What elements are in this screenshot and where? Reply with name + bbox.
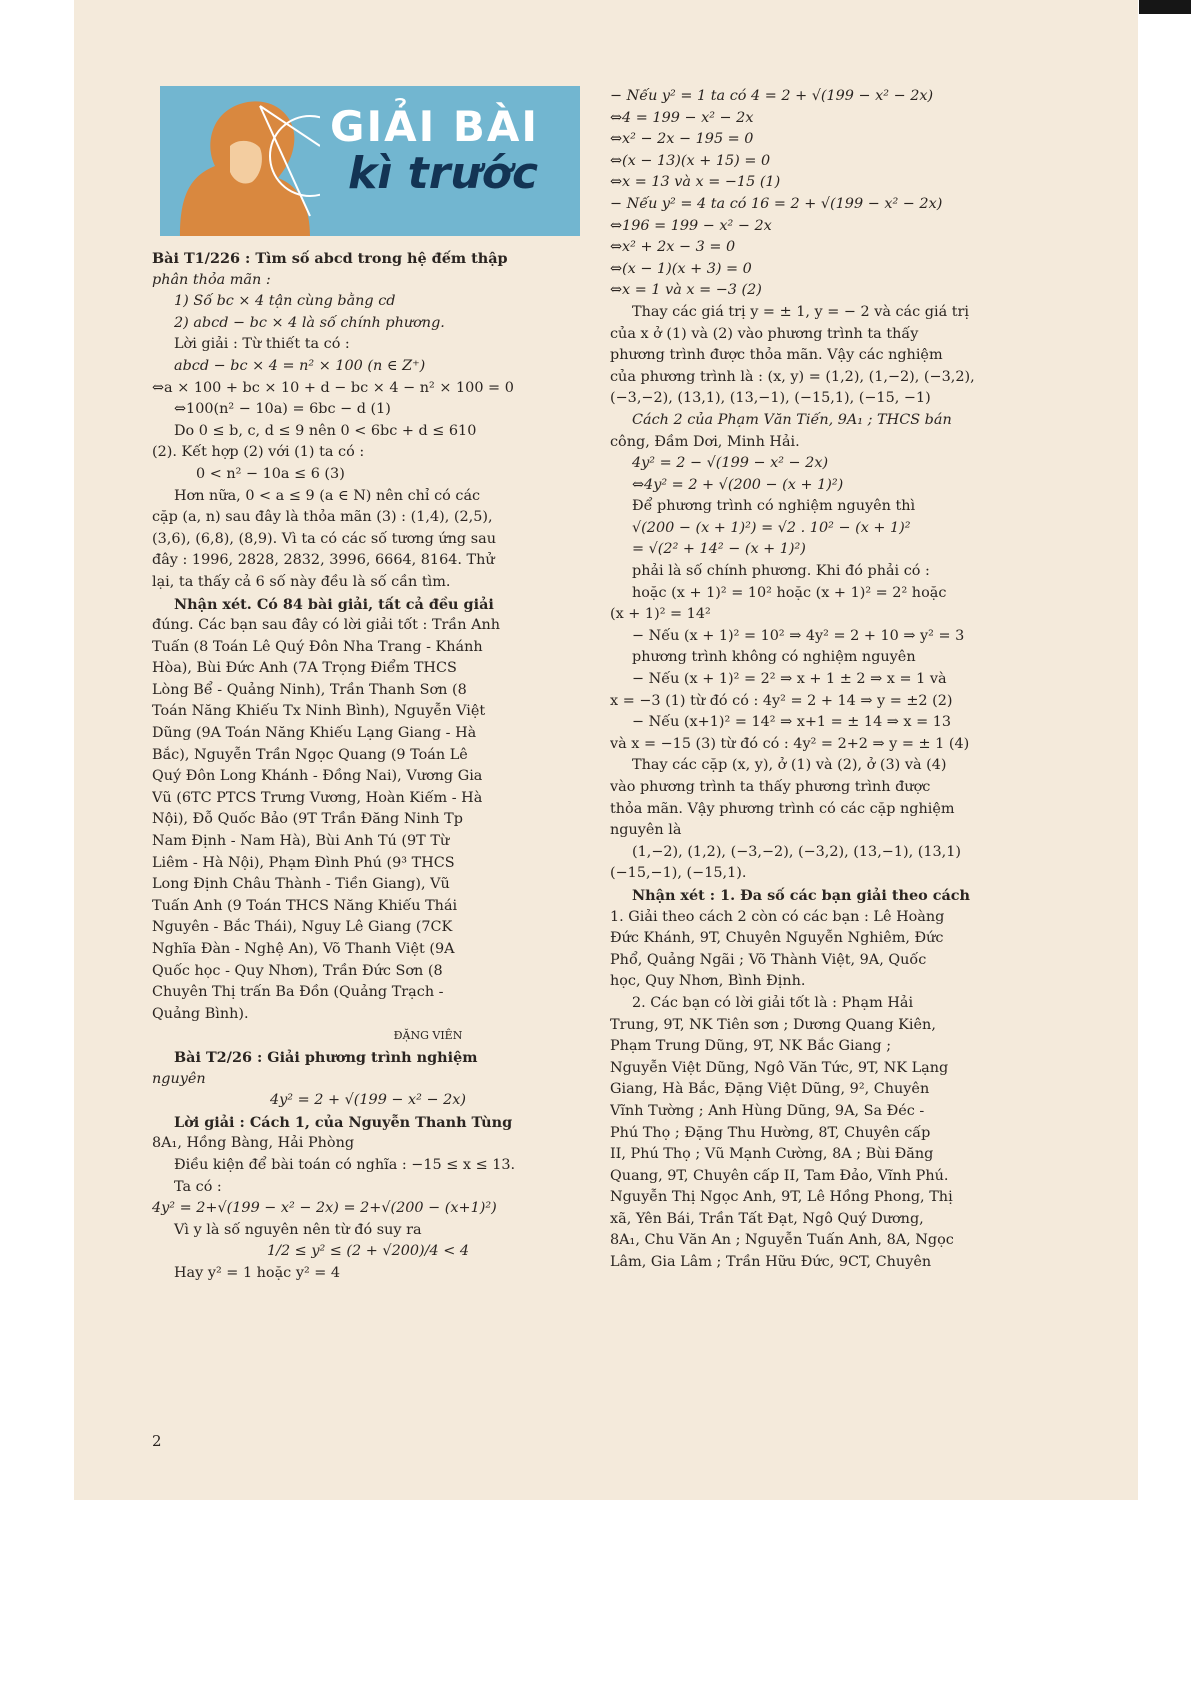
text-line: Thay các giá trị y = ± 1, y = − 2 và các giá trị <box>632 303 969 320</box>
author-signature: ĐẶNG VIÊN <box>393 1029 463 1043</box>
equation: abcd − bc × 4 = n² × 100 (n ∈ Z⁺) <box>174 357 426 374</box>
section-header <box>160 86 580 236</box>
equation: ⇔(x − 1)(x + 3) = 0 <box>610 260 752 277</box>
text-line: xã, Yên Bái, Trần Tất Đạt, Ngô Quý Dương, <box>610 1210 924 1227</box>
text-line: 1) Số bc × 4 tận cùng bằng cd <box>174 293 396 310</box>
text-line: Toán Năng Khiếu Tx Ninh Bình), Nguyễn Việt <box>152 703 486 720</box>
equation: ⇔x² − 2x − 195 = 0 <box>610 131 754 148</box>
text-line: của phương trình là : (x, y) = (1,2), (1,−2), (−3,2), <box>610 368 975 385</box>
text-line: thỏa mãn. Vậy phương trình có các cặp nghiệm <box>610 800 955 817</box>
text-line: 8A₁, Chu Văn An ; Nguyễn Tuấn Anh, 8A, Ngọc <box>610 1232 954 1249</box>
equation: = √(2² + 14² − (x + 1)²) <box>632 541 806 558</box>
text-line: phải là số chính phương. Khi đó phải có : <box>632 563 930 580</box>
equation: ⇔a × 100 + bc × 10 + d − bc × 4 − n² × 100 = 0 <box>152 379 514 396</box>
text-line: phương trình được thỏa mãn. Vậy các nghiệm <box>610 347 943 364</box>
text-line: Do 0 ≤ b, c, d ≤ 9 nên 0 < 6bc + d ≤ 610 <box>174 422 477 439</box>
text-line: Chuyên Thị trấn Ba Đồn (Quảng Trạch - <box>152 984 444 1001</box>
text-line: 8A₁, Hồng Bàng, Hải Phòng <box>152 1135 355 1152</box>
text-line: cặp (a, n) sau đây là thỏa mãn (3) : (1,4), (2,5), <box>152 509 493 526</box>
equation: ⇔4 = 199 − x² − 2x <box>610 109 754 126</box>
text-line: học, Quy Nhơn, Bình Định. <box>610 973 806 990</box>
text-line: 2. Các bạn có lời giải tốt là : Phạm Hải <box>632 994 914 1011</box>
text-line: Hòa), Bùi Đức Anh (7A Trọng Điểm THCS <box>152 660 457 677</box>
solution-heading: Lời giải : Từ thiết ta có : <box>174 336 350 353</box>
equation: − Nếu y² = 1 ta có 4 = 2 + √(199 − x² − 2x) <box>610 88 934 104</box>
equation: ⇔x² + 2x − 3 = 0 <box>610 239 736 256</box>
text-line: Vì y là số nguyên nên từ đó suy ra <box>174 1221 422 1238</box>
text-line: nguyên là <box>610 822 682 839</box>
text-line: Lâm, Gia Lâm ; Trần Hữu Đức, 9CT, Chuyên <box>610 1254 932 1271</box>
equation: ⇔4y² = 2 + √(200 − (x + 1)²) <box>632 476 844 493</box>
text-line: của x ở (1) và (2) vào phương trình ta thấy <box>610 325 919 342</box>
solution-heading: Lời giải : Cách 1, của Nguyễn Thanh Tùng <box>174 1113 513 1131</box>
text-line: đúng. Các bạn sau đây có lời giải tốt : Trần Anh <box>152 617 501 634</box>
text-line: Quý Đôn Long Khánh - Đồng Nai), Vương Gia <box>152 768 483 785</box>
text-line: Tuấn Anh (9 Toán THCS Năng Khiếu Thái <box>152 897 458 914</box>
text-line: hoặc (x + 1)² = 10² hoặc (x + 1)² = 2² hoặc <box>632 584 947 601</box>
text-line: Nguyễn Việt Dũng, Ngô Văn Tức, 9T, NK Lạng <box>610 1059 949 1076</box>
text-line: Tuấn (8 Toán Lê Quý Đôn Nha Trang - Khánh <box>152 638 483 655</box>
text-line: Phạm Trung Dũng, 9T, NK Bắc Giang ; <box>610 1038 892 1055</box>
equation: 1/2 ≤ y² ≤ (2 + √200)/4 < 4 <box>266 1243 470 1260</box>
equation: 4y² = 2 − √(199 − x² − 2x) <box>632 455 829 472</box>
text-line: Nguyễn Thị Ngọc Anh, 9T, Lê Hồng Phong, Thị <box>610 1189 953 1206</box>
text-line: 1. Giải theo cách 2 còn có các bạn : Lê Hoàng <box>610 908 945 925</box>
scan-edge-bar <box>1139 0 1191 14</box>
problem-t1-title: Bài T1/226 : Tìm số abcd trong hệ đếm thập <box>152 250 508 267</box>
text-line: Hay y² = 1 hoặc y² = 4 <box>174 1264 341 1281</box>
text-line: Nguyên - Bắc Thái), Nguy Lê Giang (7CK <box>152 919 453 936</box>
text-line: (−3,−2), (13,1), (13,−1), (−15,1), (−15, −1) <box>610 390 931 407</box>
text-line: 2) abcd − bc × 4 là số chính phương. <box>174 314 445 331</box>
remark-heading: Nhận xét. Có 84 bài giải, tất cả đều giải <box>174 595 494 613</box>
right-column <box>610 86 1042 1274</box>
header-title: GIẢI BÀI <box>330 102 539 151</box>
text-line: Điều kiện để bài toán có nghĩa : −15 ≤ x ≤ 13. <box>174 1156 516 1173</box>
equation: 0 < n² − 10a ≤ 6 (3) <box>196 465 345 482</box>
text-line: Quảng Bình). <box>152 1005 249 1022</box>
method-heading: Cách 2 của Phạm Văn Tiến, 9A₁ ; THCS bán <box>632 411 952 428</box>
text-line: − Nếu (x+1)² = 14² ⇒ x+1 = ± 14 ⇒ x = 13 <box>632 714 952 731</box>
text-line: Vũ (6TC PTCS Trưng Vương, Hoàn Kiếm - Hà <box>152 789 483 806</box>
text-line: Nam Định - Nam Hà), Bùi Anh Tú (9T Từ <box>152 833 450 850</box>
text-line: lại, ta thấy cả 6 số này đều là số cần tìm. <box>152 573 451 590</box>
solution-list: (1,−2), (1,2), (−3,−2), (−3,2), (13,−1), (13,1) <box>632 843 962 860</box>
text-line: Vĩnh Tường ; Anh Hùng Dũng, 9A, Sa Đéc - <box>610 1102 925 1119</box>
text-line: Nghĩa Đàn - Nghệ An), Võ Thanh Việt (9A <box>152 941 455 957</box>
text-line: Hơn nữa, 0 < a ≤ 9 (a ∈ N) nên chỉ có các <box>174 487 481 504</box>
text-line: Quốc học - Quy Nhơn), Trần Đức Sơn (8 <box>152 962 443 979</box>
equation: − Nếu y² = 4 ta có 16 = 2 + √(199 − x² − 2x) <box>610 195 943 212</box>
equation: ⇔x = 1 và x = −3 (2) <box>610 282 762 299</box>
text-line: công, Đầm Dơi, Minh Hải. <box>610 433 800 450</box>
equation: ⇔100(n² − 10a) = 6bc − d (1) <box>174 401 391 418</box>
equation: ⇔(x − 13)(x + 15) = 0 <box>610 152 771 169</box>
left-column <box>152 248 584 1285</box>
text-line: (3,6), (6,8), (8,9). Vì ta có các số tương ứng sau <box>152 530 496 547</box>
problem-t2-title: Bài T2/26 : Giải phương trình nghiệm <box>174 1048 478 1066</box>
text-line: phân thỏa mãn : <box>152 271 271 288</box>
text-line: Phổ, Quảng Ngãi ; Võ Thành Việt, 9A, Quốc <box>610 951 927 968</box>
text-line: và x = −15 (3) từ đó có : 4y² = 2+2 ⇒ y = ± 1 (4) <box>610 735 970 752</box>
text-line: − Nếu (x + 1)² = 10² ⇒ 4y² = 2 + 10 ⇒ y² = 3 <box>632 627 965 644</box>
text-line: Dũng (9A Toán Năng Khiếu Lạng Giang - Hà <box>152 725 477 742</box>
equation: ⇔x = 13 và x = −15 (1) <box>610 174 781 191</box>
equation: ⇔196 = 199 − x² − 2x <box>610 217 772 234</box>
text-line: Ta có : <box>174 1178 222 1195</box>
text-line: (2). Kết hợp (2) với (1) ta có : <box>152 444 365 461</box>
equation: 4y² = 2 + √(199 − x² − 2x) <box>269 1092 467 1109</box>
text-line: Thay các cặp (x, y), ở (1) và (2), ở (3) và (4) <box>632 757 947 774</box>
portrait-illustration <box>160 86 320 236</box>
text-line: x = −3 (1) từ đó có : 4y² = 2 + 14 ⇒ y = ±2 (2) <box>610 692 953 709</box>
text-line: Quang, 9T, Chuyên cấp II, Tam Đảo, Vĩnh Phú. <box>610 1167 949 1184</box>
solution-list: (−15,−1), (−15,1). <box>610 865 747 882</box>
text-line: Trung, 9T, NK Tiên sơn ; Dương Quang Kiên, <box>610 1016 936 1033</box>
text-line: Nội), Đỗ Quốc Bảo (9T Trần Đăng Ninh Tp <box>152 811 463 828</box>
text-line: Liêm - Hà Nội), Phạm Đình Phú (9³ THCS <box>152 854 455 871</box>
text-line: Để phương trình có nghiệm nguyên thì <box>632 498 916 515</box>
text-line: Long Định Châu Thành - Tiền Giang), Vũ <box>152 876 450 893</box>
text-line: phương trình không có nghiệm nguyên <box>632 649 916 666</box>
remark-heading: Nhận xét : 1. Đa số các bạn giải theo cách <box>632 886 971 904</box>
page-number: 2 <box>152 1432 162 1450</box>
equation: 4y² = 2+√(199 − x² − 2x) = 2+√(200 − (x+1)²) <box>152 1200 497 1217</box>
text-line: nguyên <box>152 1070 206 1087</box>
text-line: (x + 1)² = 14² <box>610 606 711 623</box>
text-line: Đức Khánh, 9T, Chuyên Nguyễn Nghiêm, Đức <box>610 930 944 947</box>
text-line: vào phương trình ta thấy phương trình được <box>610 779 931 795</box>
text-line: II, Phú Thọ ; Vũ Mạnh Cường, 8A ; Bùi Đăng <box>610 1146 934 1163</box>
header-subtitle: kì trước <box>348 148 539 199</box>
text-line: Lòng Bể - Quảng Ninh), Trần Thanh Sơn (8 <box>152 681 467 698</box>
equation: √(200 − (x + 1)²) = √2 . 10² − (x + 1)² <box>632 519 911 536</box>
text-line: − Nếu (x + 1)² = 2² ⇒ x + 1 ± 2 ⇒ x = 1 và <box>632 671 947 688</box>
text-line: Phú Thọ ; Đặng Thu Hường, 8T, Chuyên cấp <box>610 1124 931 1141</box>
text-line: đây : 1996, 2828, 2832, 3996, 6664, 8164. Thử <box>152 552 495 569</box>
text-line: Giang, Hà Bắc, Đặng Việt Dũng, 9², Chuyên <box>610 1081 930 1098</box>
text-line: Bắc), Nguyễn Trần Ngọc Quang (9 Toán Lê <box>152 746 468 763</box>
